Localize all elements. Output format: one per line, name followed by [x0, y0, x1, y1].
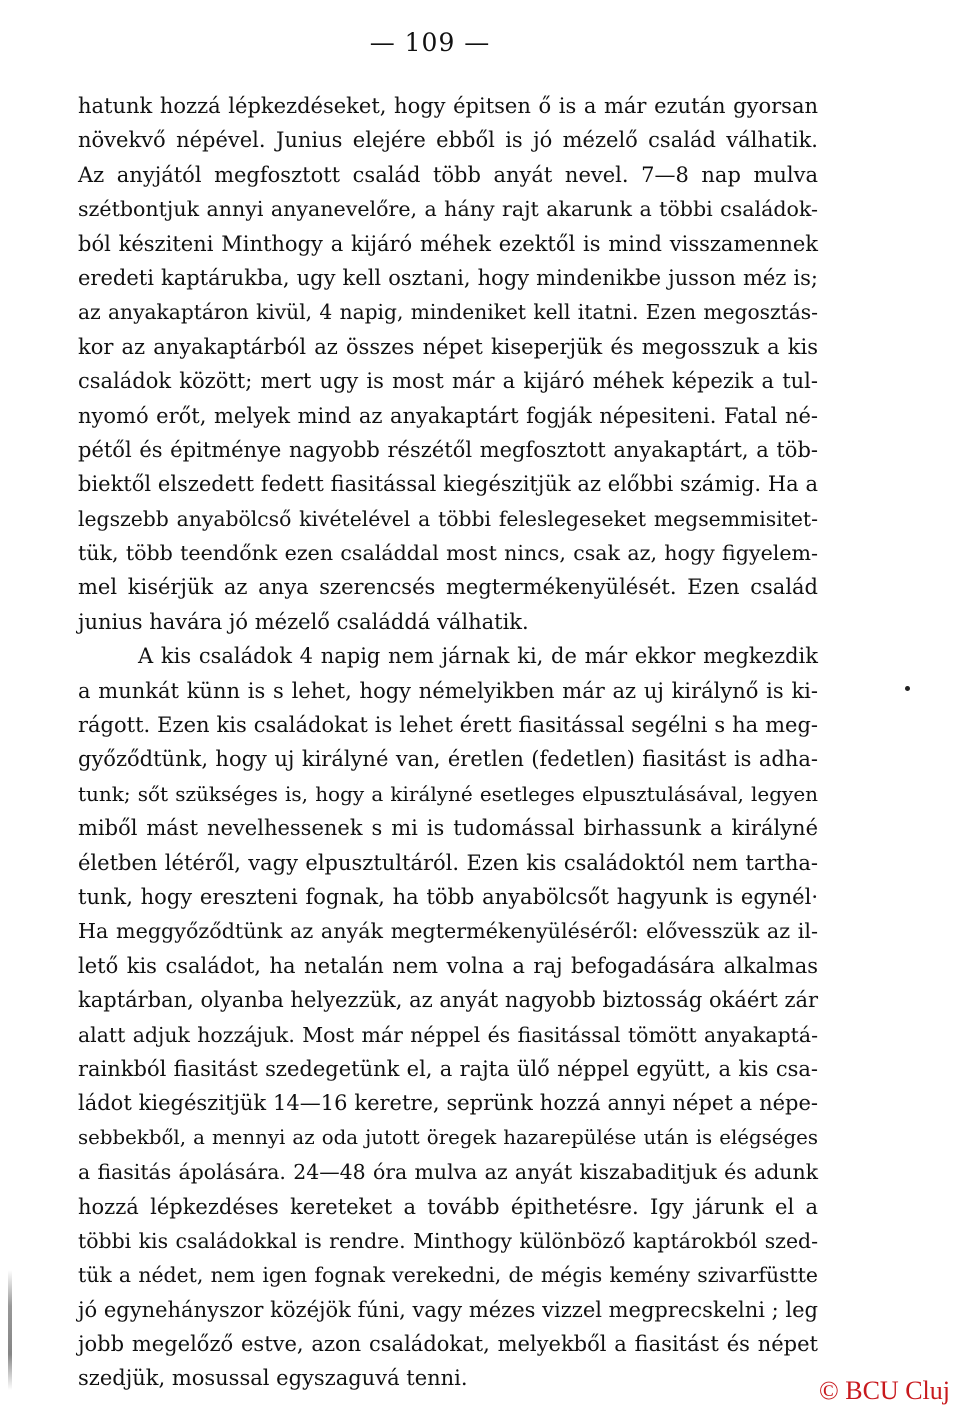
text-line: mel kisérjük az anya szerencsés megtermékenyülését. Ezen család	[78, 575, 818, 600]
paragraph-2	[78, 639, 818, 1396]
text-line: jobb megelőző estve, azon családokat, melyekből a fiasitást és népet	[78, 1332, 818, 1357]
text-line: tük a nédet, nem igen fognak verekedni, de mégis kemény szivarfüstte	[78, 1263, 818, 1288]
text-line: pétől és épitménye nagyobb részétől megfosztott anyakaptárt, a töb-	[78, 437, 818, 462]
text-line: hatunk hozzá lépkezdéseket, hogy épitsen ő is a már ezután gyorsan	[78, 94, 818, 118]
text-line: rainkból fiasitást szedegetünk el, a rajta ülő néppel együtt, a kis csa-	[78, 1056, 818, 1081]
text-line: nyomó erőt, melyek mind az anyakaptárt fogják népesiteni. Fatal né-	[78, 403, 818, 428]
text-line: növekvő népével. Junius elejére ebből is jó mézelő család válhatik.	[78, 128, 818, 153]
text-line: jó egynehányszor közéjök fúni, vagy mézes vizzel megprecskelni ; leg	[78, 1297, 818, 1322]
text-line: kaptárban, olyanba helyezzük, az anyát nagyobb biztosság okáért zár	[78, 988, 819, 1013]
text-line: szétbontjuk annyi anyanevelőre, a hány rajt akarunk a többi családok-	[78, 197, 818, 222]
scan-edge-mark	[8, 1270, 12, 1390]
text-line: legszebb anyabölcső kivételével a többi feleslegeseket megsemmisitet-	[78, 506, 818, 531]
text-line: győződtünk, hogy uj királyné van, éretlen (fedetlen) fiasitást is adha-	[78, 747, 818, 772]
text-line: szedjük, mosussal egyszaguvá tenni.	[78, 1366, 468, 1391]
text-line: ládot kiegészitjük 14—16 keretre, seprünk hozzá annyi népet a népe-	[78, 1091, 818, 1116]
text-line: sebbekből, a mennyi az oda jutott öregek hazarepülése után is elégséges	[78, 1125, 818, 1149]
text-line: többi kis családokkal is rendre. Minthogy különböző kaptárokból szed-	[78, 1228, 818, 1253]
text-line: A kis családok 4 napig nem járnak ki, de már ekkor megkezdik	[138, 644, 818, 669]
text-line: miből mást nevelhessenek s mi is tudomással birhassunk a királyné	[78, 816, 818, 841]
text-line: rágott. Ezen kis családokat is lehet érett fiasitással segélni s ha meg-	[78, 713, 818, 738]
text-line: a fiasitás ápolására. 24—48 óra mulva az anyát kiszabaditjuk és adunk	[78, 1160, 818, 1185]
text-line: tük, több teendőnk ezen családdal most nincs, csak az, hogy figyelem-	[78, 541, 818, 566]
text-line: junius havára jó mézelő családdá válhatik.	[78, 609, 529, 634]
text-line: az anyakaptáron kivül, 4 napig, mindeniket kell itatni. Ezen megosztás-	[78, 300, 818, 325]
text-line: eredeti kaptárukba, ugy kell osztani, hogy mindenikbe jusson méz is;	[78, 265, 818, 290]
copyright-watermark: © BCU Cluj	[818, 1376, 950, 1405]
text-line: lető kis családot, ha netalán nem volna a raj befogadására alkalmas	[78, 953, 818, 978]
text-line: a munkát künn is s lehet, hogy némelyikben már az uj királynő is ki-	[78, 678, 818, 703]
text-line: alatt adjuk hozzájuk. Most már néppel és fiasitással tömött anyakaptá-	[78, 1022, 818, 1047]
text-line: Az anyjától megfosztott család több anyát nevel. 7—8 nap mulva	[78, 162, 818, 187]
page-body	[78, 89, 818, 1396]
text-line: tunk; sőt szükséges is, hogy a királyné esetleges elpusztulásával, legyen	[78, 781, 818, 806]
text-line: tunk, hogy ereszteni fognak, ha több anyabölcsőt hagyunk is egynél·	[78, 884, 818, 909]
text-line: hozzá lépkezdéses kereteket a tovább épithetésre. Igy járunk el a	[78, 1194, 818, 1219]
text-line: kor az anyakaptárból az összes népet kiseperjük és megosszuk a kis	[78, 334, 818, 359]
text-line: ból késziteni Minthogy a kijáró méhek ezektől is mind visszamennek	[78, 231, 818, 256]
text-line: Ha meggyőződtünk az anyák megtermékenyüléséről: elővesszük az il-	[78, 919, 818, 944]
page-number: — 109 —	[369, 28, 491, 57]
text-line: családok között; mert ugy is most már a kijáró méhek képezik a tul-	[78, 369, 818, 394]
text-line: életben létéről, vagy elpusztultáról. Ezen kis családoktól nem tartha-	[78, 850, 818, 875]
ink-speck	[905, 686, 910, 691]
paragraph-1	[78, 89, 818, 639]
text-line: biektől elszedett fedett fiasitással kiegészitjük az előbbi számig. Ha a	[78, 472, 818, 497]
